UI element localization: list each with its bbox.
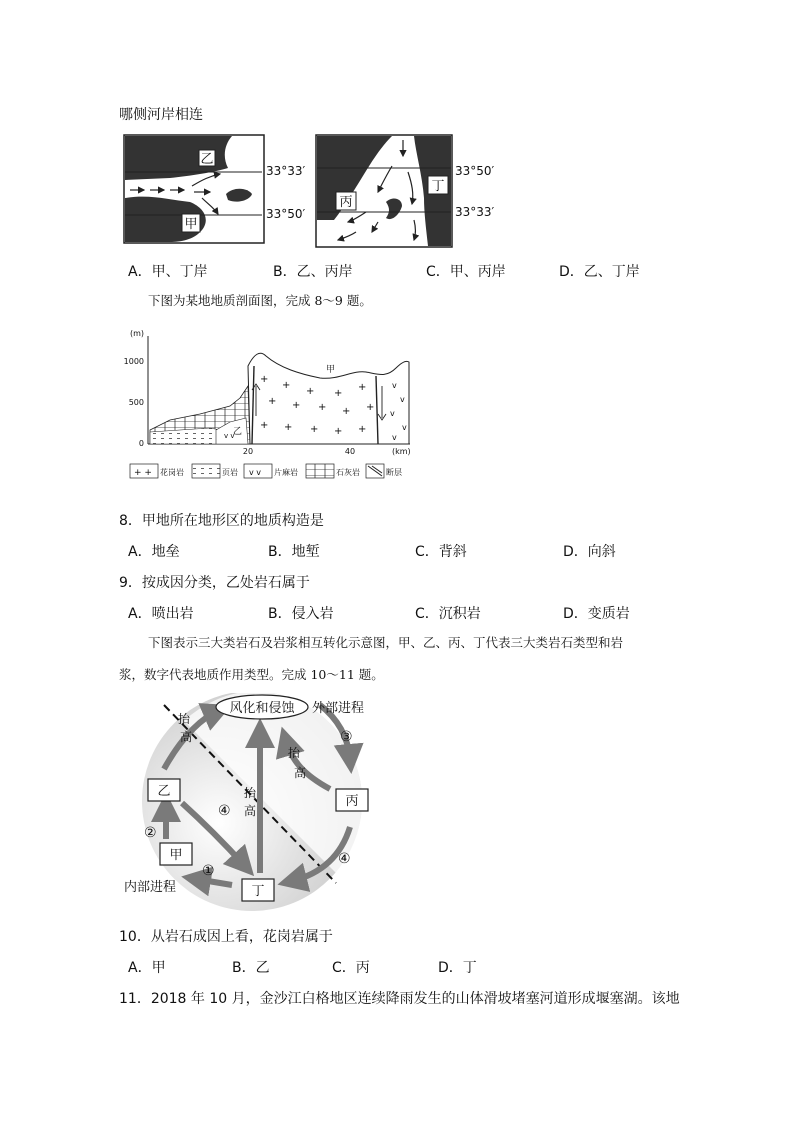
option-c[interactable]: C．背斜 <box>415 544 467 560</box>
option-b[interactable]: B．侵入岩 <box>268 606 334 622</box>
lat-top: 33°33′ <box>266 164 306 178</box>
svg-text:+: + <box>306 386 315 397</box>
num-4-right: ④ <box>338 851 351 867</box>
svg-text:+ +: + + <box>134 468 152 478</box>
river-map-figure <box>110 128 510 250</box>
label-bing: 丙 <box>339 195 353 210</box>
intro-10-11-line2: 浆，数字代表地质作用类型。完成 10～11 题。 <box>119 667 384 682</box>
x-tick-40: 40 <box>344 447 356 456</box>
legend <box>130 464 402 478</box>
option-b[interactable]: B．地堑 <box>268 544 320 560</box>
option-c[interactable]: C．丙 <box>332 960 370 976</box>
y-tick-1000: 1000 <box>123 357 144 366</box>
y-tick-0: 0 <box>138 439 144 448</box>
option-a[interactable]: A．地垒 <box>128 544 180 560</box>
question-stem-fragment: 哪侧河岸相连 <box>119 107 203 123</box>
svg-text:+: + <box>268 396 277 407</box>
legend-gneiss: 片麻岩 <box>274 468 298 477</box>
uplift-2b: 高 <box>294 766 307 780</box>
svg-text:+: + <box>284 422 293 433</box>
y-tick-500: 500 <box>128 398 144 407</box>
option-a[interactable]: A．喷出岩 <box>128 606 194 622</box>
weathering-box: 风化和侵蚀 <box>229 701 295 716</box>
svg-text:+: + <box>318 402 327 413</box>
svg-text:+: + <box>292 400 301 411</box>
legend-granite: 花岗岩 <box>160 468 184 477</box>
svg-text:v: v <box>400 395 405 404</box>
num-4-left: ④ <box>218 803 231 819</box>
q9-stem: 9．按成因分类，乙处岩石属于 <box>119 575 310 591</box>
uplift-2a: 抬 <box>288 746 301 760</box>
uplift-1b: 高 <box>180 730 193 744</box>
num-3: ③ <box>340 729 353 745</box>
option-d[interactable]: D．向斜 <box>563 544 616 560</box>
x-unit: (km) <box>392 447 411 456</box>
q10-stem: 10．从岩石成因上看，花岗岩属于 <box>119 929 333 945</box>
q11-stem: 11．2018 年 10 月，金沙江白格地区连续降雨发生的山体滑坡堵塞河道形成堰塞湖。该地 <box>119 991 680 1007</box>
node-ding: 丁 <box>251 884 265 899</box>
rock-cycle-figure <box>124 693 384 915</box>
legend-limestone: 石灰岩 <box>336 468 360 477</box>
node-jia: 甲 <box>169 848 183 863</box>
num-2: ② <box>144 825 157 841</box>
legend-shale: 页岩 <box>222 468 238 477</box>
svg-text:+: + <box>334 388 343 399</box>
option-a[interactable]: A．甲、丁岸 <box>128 264 208 280</box>
y-unit: (m) <box>130 329 145 338</box>
q9-options <box>128 603 688 623</box>
intro-8-9: 下图为某地地质剖面图，完成 8～9 题。 <box>148 293 372 308</box>
svg-text:+: + <box>260 420 269 431</box>
inner-process: 内部进程 <box>124 880 177 895</box>
q8-stem: 8．甲地所在地形区的地质构造是 <box>119 513 324 529</box>
svg-text:+: + <box>282 380 291 391</box>
option-a[interactable]: A．甲 <box>128 960 166 976</box>
svg-text:v: v <box>402 423 407 432</box>
option-d[interactable]: D．丁 <box>438 960 477 976</box>
lat-top: 33°50′ <box>455 164 495 178</box>
svg-text:+: + <box>358 424 367 435</box>
q10-options <box>128 957 688 977</box>
svg-text:v: v <box>392 433 397 442</box>
label-jia: 甲 <box>326 365 336 375</box>
outer-process: 外部进程 <box>312 701 365 716</box>
svg-text:v: v <box>390 409 395 418</box>
option-b[interactable]: B．乙、丙岸 <box>273 264 353 280</box>
svg-text:v: v <box>392 381 397 390</box>
lat-bottom: 33°50′ <box>266 207 306 221</box>
svg-text:+: + <box>260 374 269 385</box>
x-tick-20: 20 <box>242 447 254 456</box>
label-yi: 乙 <box>200 152 214 167</box>
q7-options <box>128 261 688 281</box>
svg-text:v v: v v <box>224 432 235 440</box>
lat-bottom: 33°33′ <box>455 205 495 219</box>
uplift-1a: 抬 <box>178 712 191 726</box>
num-1: ① <box>202 863 215 879</box>
option-d[interactable]: D．变质岩 <box>563 606 630 622</box>
svg-text:v v: v v <box>249 468 262 477</box>
svg-text:+: + <box>358 382 367 393</box>
q8-options <box>128 541 688 561</box>
option-c[interactable]: C．沉积岩 <box>415 606 481 622</box>
svg-text:+: + <box>334 426 343 437</box>
option-b[interactable]: B．乙 <box>232 960 270 976</box>
svg-text:+: + <box>342 406 351 417</box>
node-bing: 丙 <box>345 794 359 809</box>
option-c[interactable]: C．甲、丙岸 <box>426 264 506 280</box>
intro-10-11-line1: 下图表示三大类岩石及岩浆相互转化示意图，甲、乙、丙、丁代表三大类岩石类型和岩 <box>148 635 624 650</box>
geologic-profile-figure <box>120 326 420 486</box>
svg-text:+: + <box>310 424 319 435</box>
legend-fault: 断层 <box>386 468 402 477</box>
label-ding: 丁 <box>431 179 445 194</box>
river-map-left <box>124 135 306 243</box>
uplift-3b: 高 <box>244 804 257 818</box>
option-d[interactable]: D．乙、丁岸 <box>559 264 640 280</box>
svg-text:+: + <box>366 402 375 413</box>
river-map-right <box>316 135 495 247</box>
node-yi: 乙 <box>157 784 171 799</box>
label-jia: 甲 <box>184 217 198 232</box>
label-yi: 乙 <box>233 427 243 437</box>
uplift-3a: 抬 <box>244 786 257 800</box>
